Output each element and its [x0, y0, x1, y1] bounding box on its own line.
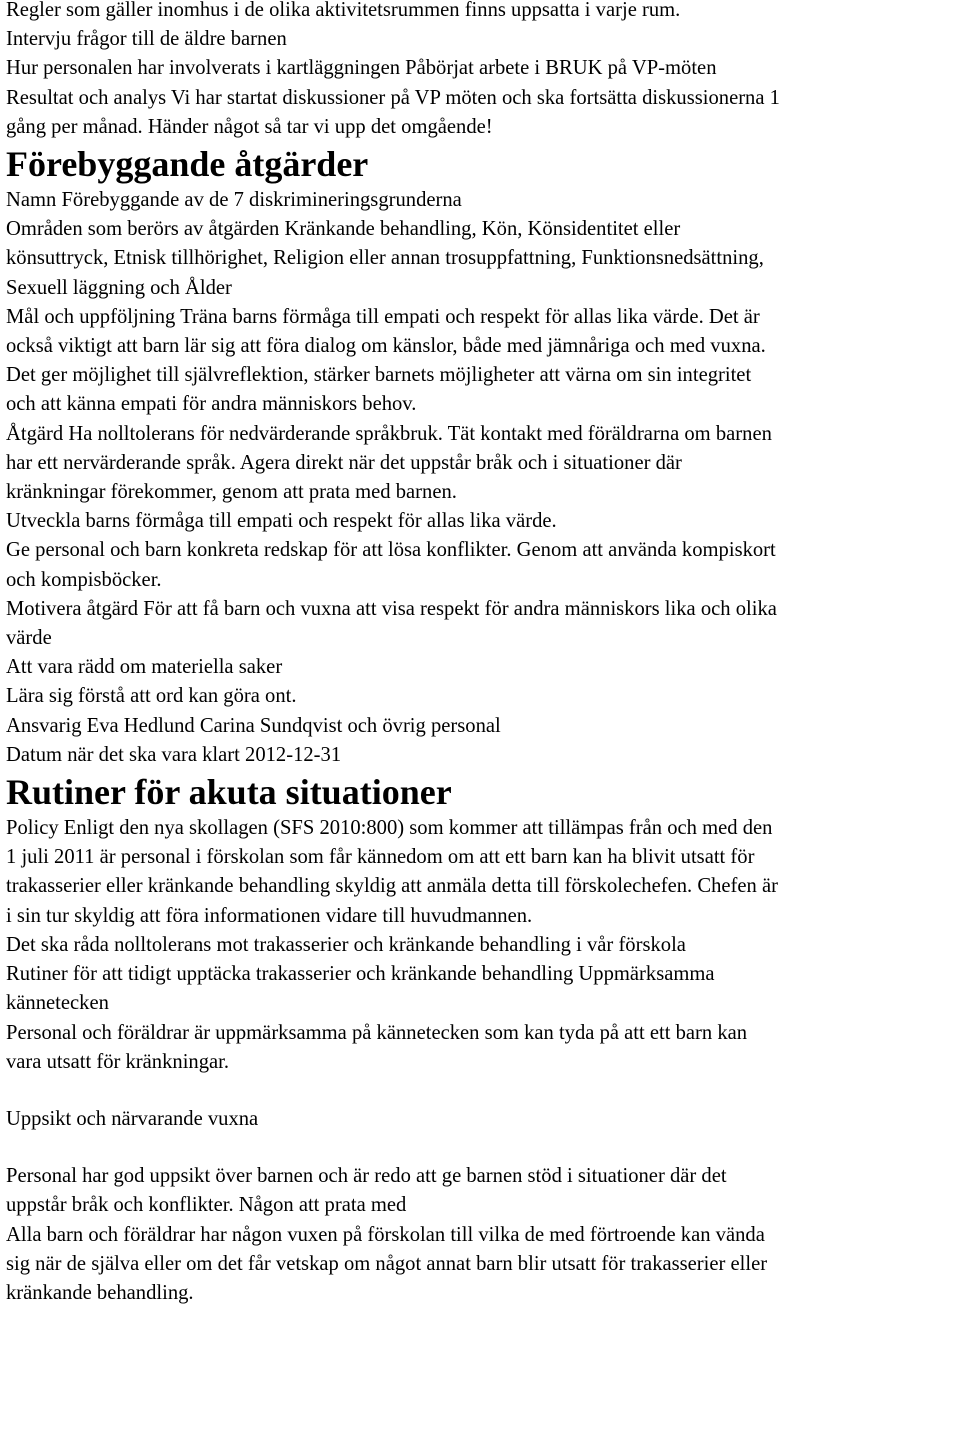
text-line: Områden som berörs av åtgärden Kränkande behandling, Kön, Könsidentitet eller: [6, 218, 681, 241]
text-line: Intervju frågor till de äldre barnen: [6, 28, 287, 51]
text-line: Motivera åtgärd För att få barn och vuxna att visa respekt för andra människors lika och olika: [6, 597, 777, 620]
text-line: Ansvarig Eva Hedlund Carina Sundqvist och övrig personal: [6, 714, 501, 737]
text-line: Datum när det ska vara klart 2012-12-31: [6, 743, 342, 766]
text-line: Policy Enligt den nya skollagen (SFS 2010:800) som kommer att tillämpas från och med den: [6, 817, 773, 840]
text-line: i sin tur skyldig att föra informationen vidare till huvudmannen.: [6, 904, 533, 927]
text-line: kännetecken: [6, 992, 109, 1015]
text-line: Att vara rädd om materiella saker: [6, 656, 283, 679]
text-line: Rutiner för att tidigt upptäcka trakasserier och kränkande behandling Uppmärksamma: [6, 963, 715, 986]
text-line: Utveckla barns förmåga till empati och respekt för allas lika värde.: [6, 510, 557, 533]
text-line: också viktigt att barn lär sig att föra dialog om känslor, både med jämnåriga och med vuxna.: [6, 335, 766, 358]
text-line: 1 juli 2011 är personal i förskolan som får kännedom om att ett barn kan ha blivit utsatt för: [6, 846, 755, 869]
text-line: och kompisböcker.: [6, 568, 162, 591]
forebyggande-body: [6, 186, 954, 770]
text-line: gång per månad. Händer något så tar vi upp det omgående!: [6, 115, 493, 138]
text-line: vara utsatt för kränkningar.: [6, 1050, 230, 1073]
text-line: Det ska råda nolltolerans mot trakasserier och kränkande behandling i vår förskola: [6, 933, 686, 956]
text-line: värde: [6, 627, 52, 650]
text-line: Personal och föräldrar är uppmärksamma på kännetecken som kan tyda på att ett barn kan: [6, 1021, 748, 1044]
text-line: sig när de själva eller om det får vetskap om något annat barn blir utsatt för trakasserier eller: [6, 1252, 768, 1275]
intro-paragraph: [6, 0, 954, 142]
text-line: och att känna empati för andra människors behov.: [6, 393, 417, 416]
text-line: uppstår bråk och konflikter. Någon att prata med: [6, 1194, 407, 1217]
text-line: trakasserier eller kränkande behandling skyldig att anmäla detta till förskolechefen. Chefen är: [6, 875, 778, 898]
text-line: Regler som gäller inomhus i de olika aktivitetsrummen finns uppsatta i varje rum.: [6, 0, 681, 21]
text-line: Ge personal och barn konkreta redskap för att lösa konflikter. Genom att använda kompiskort: [6, 539, 776, 562]
text-line: Åtgärd Ha nolltolerans för nedvärderande språkbruk. Tät kontakt med föräldrarna om barnen: [6, 422, 772, 445]
section-heading-forebyggande: Förebyggande åtgärder: [6, 144, 369, 185]
text-line: Sexuell läggning och Ålder: [6, 276, 232, 299]
text-line: Det ger möjlighet till självreflektion, stärker barnets möjligheter att värna om sin integritet: [6, 364, 752, 387]
text-line: Lära sig förstå att ord kan göra ont.: [6, 685, 297, 708]
text-line: Hur personalen har involverats i kartläggningen Påbörjat arbete i BRUK på VP-möten: [6, 57, 717, 80]
text-line: har ett nervärderande språk. Agera direkt när det uppstår bråk och i situationer där: [6, 451, 682, 474]
text-line: Namn Förebyggande av de 7 diskrimineringsgrunderna: [6, 189, 462, 212]
text-line: Resultat och analys Vi har startat diskussioner på VP möten och ska fortsätta diskussionerna 1: [6, 86, 780, 109]
text-line: kränkande behandling.: [6, 1281, 194, 1304]
subheading-uppsikt: [6, 1105, 954, 1134]
section-heading-rutiner: Rutiner för akuta situationer: [6, 772, 452, 813]
text-line: Alla barn och föräldrar har någon vuxen på förskolan till vilka de med förtroende kan vända: [6, 1223, 765, 1246]
subheading-text: Uppsikt och närvarande vuxna: [6, 1107, 259, 1130]
text-line: Personal har god uppsikt över barnen och är redo att ge barnen stöd i situationer där det: [6, 1165, 727, 1188]
text-line: Mål och uppföljning Träna barns förmåga till empati och respekt för allas lika värde. Det är: [6, 305, 760, 328]
rutiner-body-2: [6, 1162, 954, 1308]
text-line: kränkningar förekommer, genom att prata med barnen.: [6, 481, 457, 504]
text-line: könsuttryck, Etnisk tillhörighet, Religion eller annan trosuppfattning, Funktionsnedsättning,: [6, 247, 764, 270]
rutiner-body-1: [6, 814, 954, 1077]
